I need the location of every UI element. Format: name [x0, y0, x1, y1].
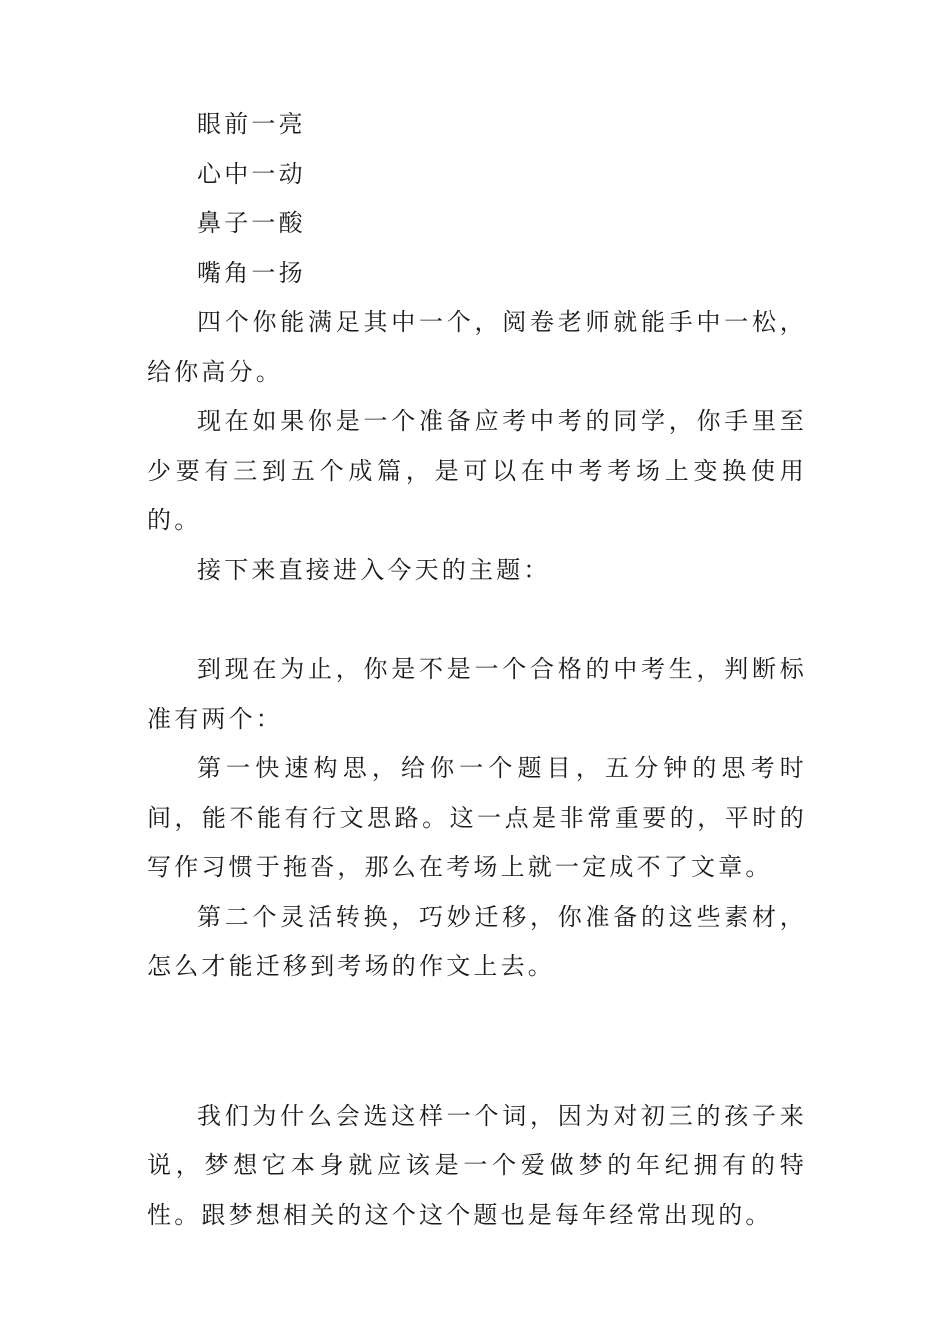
short-line: 眼前一亮 [197, 110, 306, 138]
document-body [147, 100, 807, 1240]
paragraph-spacer [147, 992, 807, 1092]
paragraph: 我们为什么会选这样一个词，因为对初三的孩子来说，梦想它本身就应该是一个爱做梦的年纪拥有的特性。跟梦想相关的这个这个题也是每年经常出现的。 [147, 1101, 807, 1229]
paragraph: 接下来直接进入今天的主题： [197, 555, 551, 584]
short-line: 心中一动 [197, 159, 306, 188]
short-line: 鼻子一酸 [197, 209, 306, 237]
paragraph: 到现在为止，你是不是一个合格的中考生，判断标准有两个： [147, 655, 807, 733]
paragraph: 四个你能满足其中一个，阅卷老师就能手中一松，给你高分。 [147, 308, 807, 386]
short-line: 嘴角一扬 [197, 258, 306, 287]
paragraph-spacer [147, 595, 807, 645]
paragraph: 第二个灵活转换，巧妙迁移，你准备的这些素材，怎么才能迁移到考场的作文上去。 [147, 902, 807, 980]
paragraph: 第一快速构思，给你一个题目，五分钟的思考时间，能不能有行文思路。这一点是非常重要的，平时的写作习惯于拖沓，那么在考场上就一定成不了文章。 [147, 754, 807, 881]
paragraph: 现在如果你是一个准备应考中考的同学，你手里至少要有三到五个成篇，是可以在中考考场上变换使用的。 [147, 407, 807, 534]
